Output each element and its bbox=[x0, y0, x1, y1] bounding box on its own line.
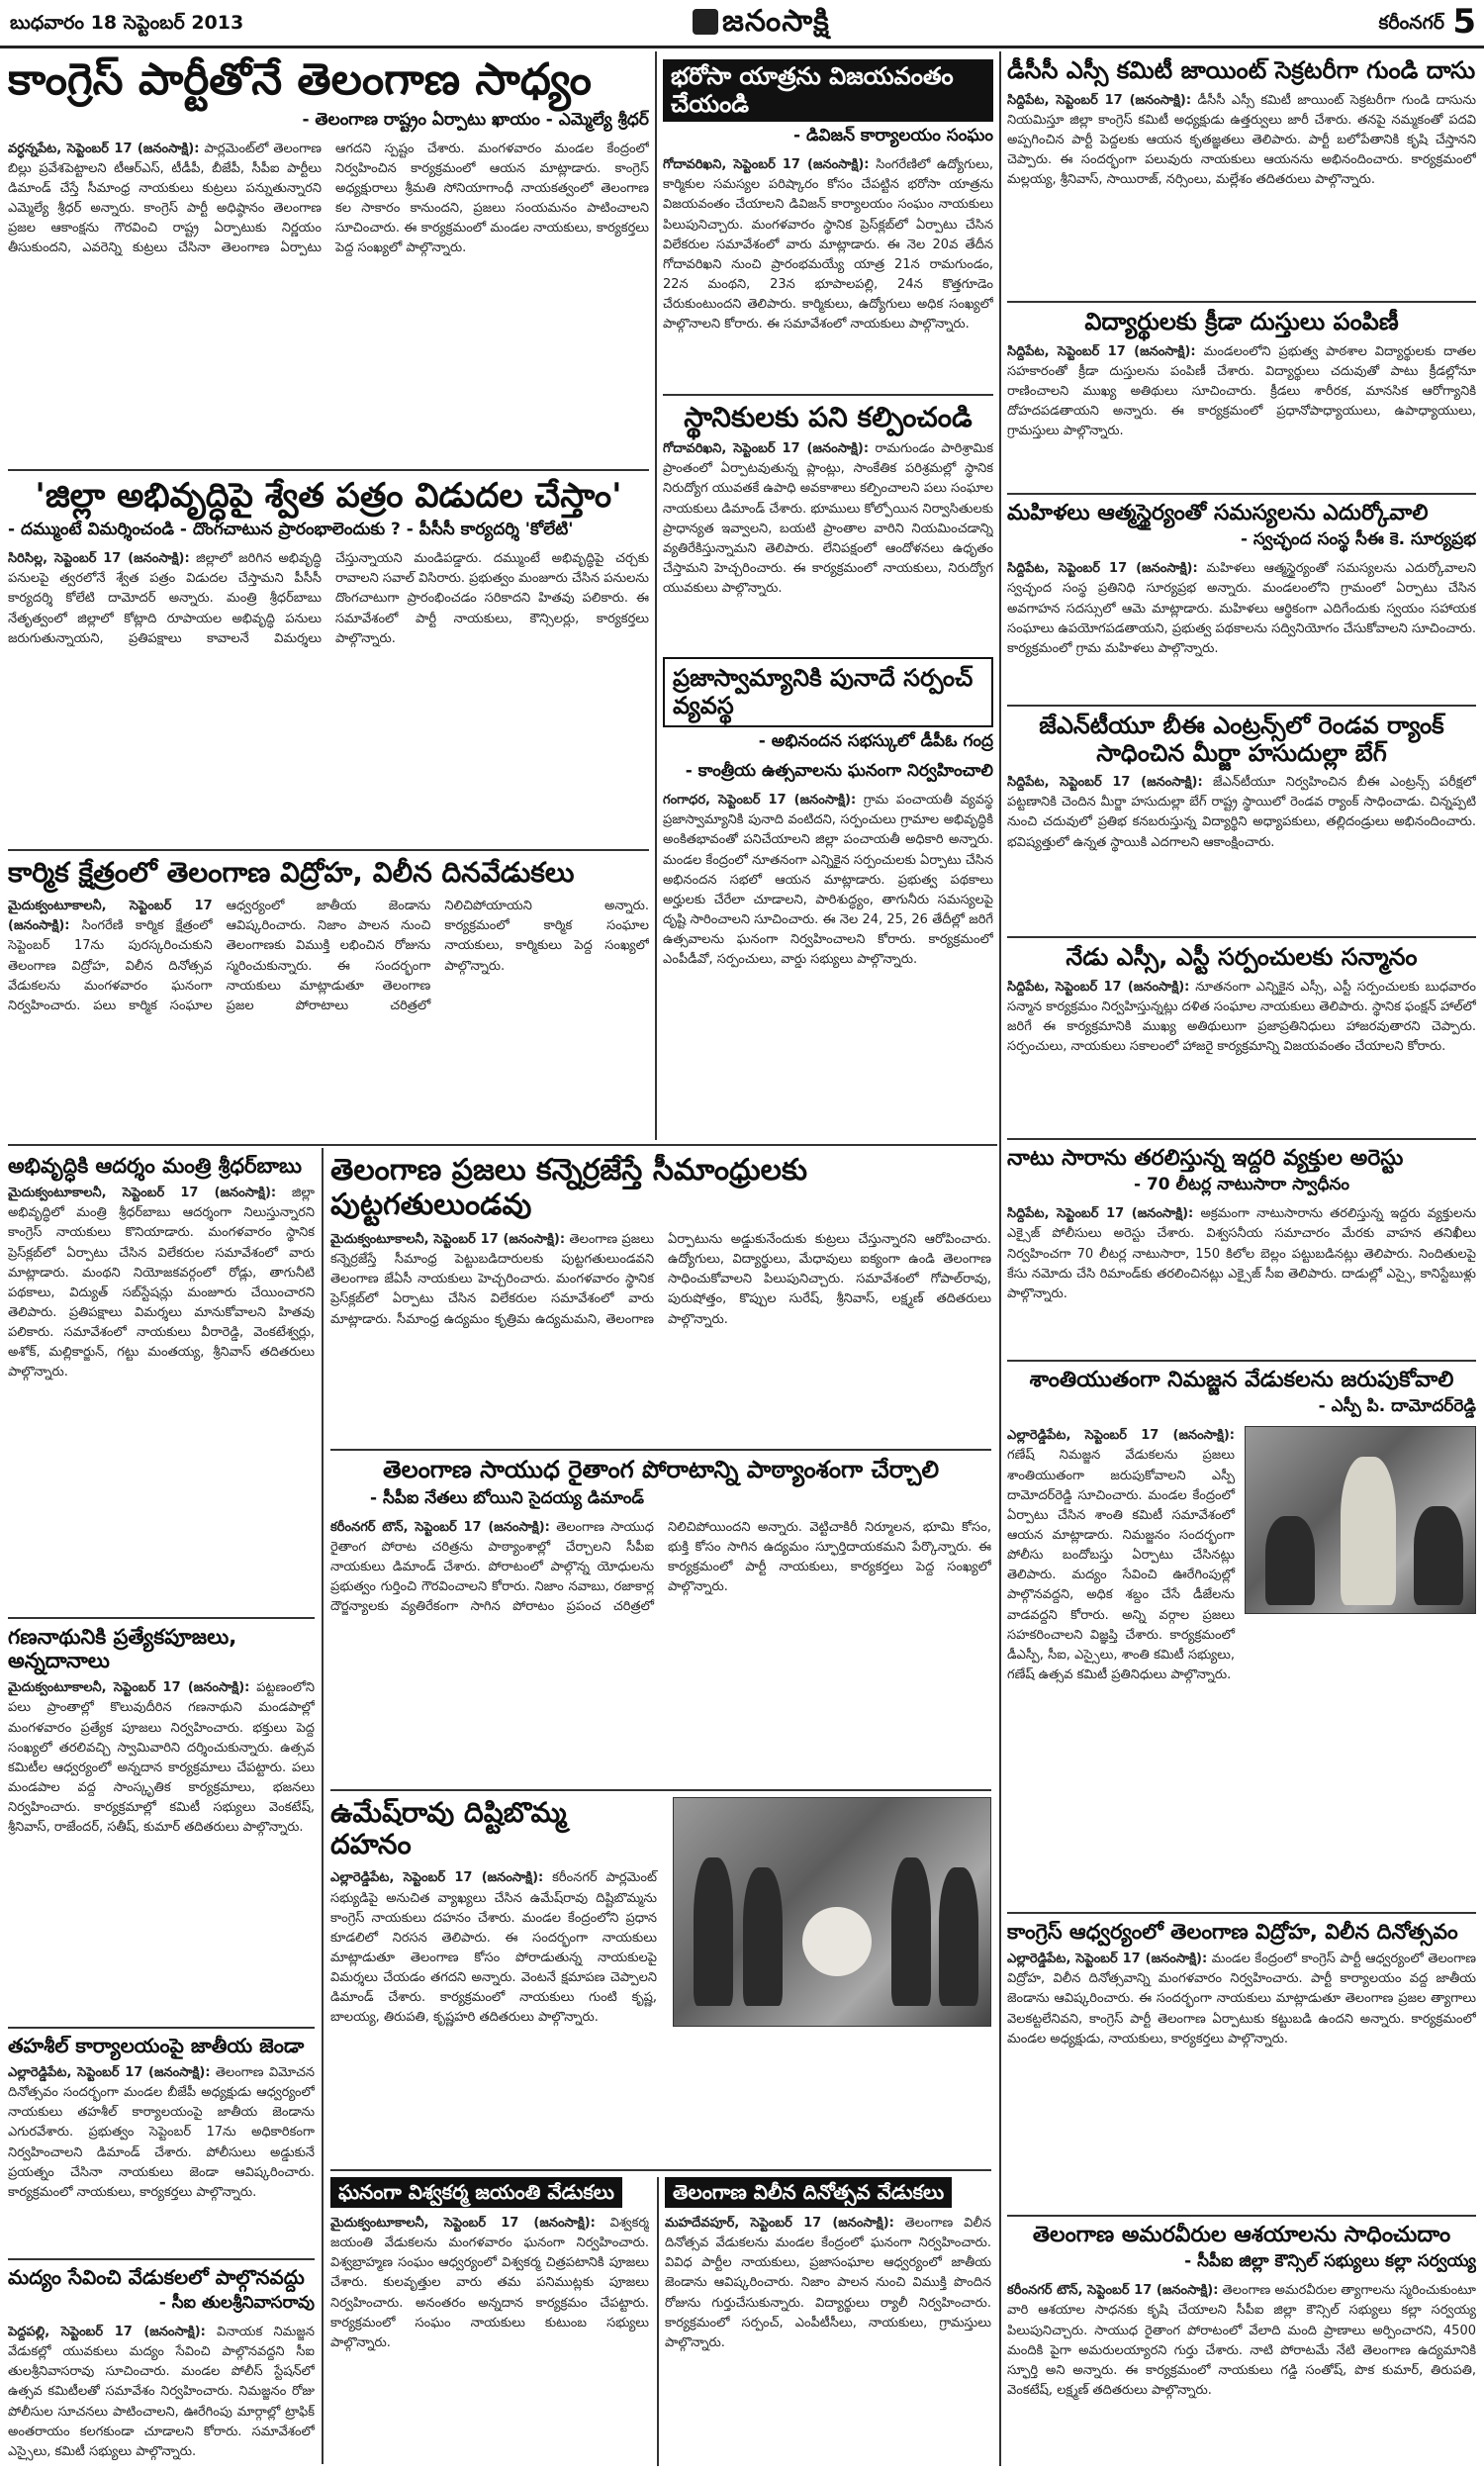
section-rule bbox=[8, 849, 649, 851]
column-rule bbox=[657, 2177, 659, 2466]
article-dateline: గంగాధర, సెప్టెంబర్ 17 (జనంసాక్షి): bbox=[663, 793, 857, 809]
article-headline: మహిళలు ఆత్మస్థైర్యంతో సమస్యలను ఎదుర్కోవాలి bbox=[1007, 501, 1429, 525]
article-dateline: పెద్దపల్లి, సెప్టెంబర్ 17 (జనంసాక్షి): bbox=[8, 2325, 206, 2339]
article-dateline: వర్ధన్నపేట, సెప్టెంబర్ 17 (జనంసాక్షి): bbox=[8, 141, 200, 156]
article-dateline: ఎల్లారెడ్డిపేట, సెప్టెంబర్ 17 (జనంసాక్షి): bbox=[1007, 1428, 1235, 1444]
article-body bbox=[1007, 2281, 1476, 2401]
article-white-paper bbox=[8, 477, 649, 843]
article-headline: ప్రజాస్వామ్యానికి పునాదే సర్పంచ్ వ్యవస్థ bbox=[663, 657, 993, 727]
article-congress-liberation bbox=[1007, 1920, 1476, 2209]
article-headline: మద్యం సేవించి వేడుకలలో పాల్గొనవద్దు bbox=[8, 2266, 305, 2289]
section-rule bbox=[8, 1144, 997, 1146]
article-vishwakarma bbox=[330, 2177, 649, 2466]
article-dateline: సిద్దిపేట, సెప్టెంబర్ 17 (జనంసాక్షి): bbox=[1007, 979, 1190, 995]
article-merger-day bbox=[665, 2177, 991, 2466]
article-dateline: సిద్దిపేట, సెప్టెంబర్ 17 (జనంసాక్షి): bbox=[1007, 561, 1198, 577]
article-text: మండల కేంద్రంలో కాంగ్రెస్ పార్టీ ఆధ్వర్యంలో తెలంగాణ విద్రోహ, విలీన దినోత్సవాన్ని మంగళవారం నిర్వహించారు. పార్టీ కార్యాలయం వద్ద జాతీయ జెండాను ఆవిష్కరించారు. ఈ సందర్భంగా నాయకులు మాట్లాడుతూ తెలంగాణ ప్రజల త్యాగాలు వెలకట్టలేనివని, కాంగ్రెస్ పార్టీ తెలంగాణ ఏర్పాటుకు కట్టుబడి ఉందని అన్నారు. కార్యక్రమంలో మండల అధ్యక్షుడు, నాయకులు, కార్యకర్తలు పాల్గొన్నారు. bbox=[1007, 1951, 1476, 2046]
masthead-logo-icon bbox=[693, 9, 718, 35]
article-minister-development bbox=[8, 1154, 315, 1611]
article-headline: నాటు సారాను తరలిస్తున్న ఇద్దరి వ్యక్తుల అరెస్టు bbox=[1007, 1146, 1404, 1171]
article-headline: తెలంగాణ సాయుధ రైతాంగ పోరాటాన్ని పాఠ్యాంశంగా చేర్చాలి bbox=[382, 1457, 940, 1483]
article-body bbox=[8, 1184, 315, 1382]
column-rule bbox=[999, 51, 1001, 2466]
article-text: అక్రమంగా నాటుసారాను తరలిస్తున్న ఇద్దరు వ్యక్తులను ఎక్సైజ్ పోలీసులు అరెస్టు చేశారు. విశ్వసనీయ సమాచారం మేరకు వాహన తనిఖీలు నిర్వహించగా 70 లీటర్ల నాటుసారా, 150 కిలోల బెల్లం పట్టుబడినట్లు తెలిపారు. నిందితులపై కేసు నమోదు చేసి రిమాండ్‌కు తరలించినట్లు ఎక్సైజ్ సీఐ తెలిపారు. దాడుల్లో ఎస్సై, కానిస్టేబుళ్లు పాల్గొన్నారు. bbox=[1007, 1206, 1476, 1301]
article-text: తెలంగాణ విమోచన దినోత్సవం సందర్భంగా మండల బీజేపీ అధ్యక్షుడు ఆధ్వర్యంలో నాయకులు తహశీల్ కార్యాలయంపై జాతీయ జెండాను ఎగురవేశారు. ప్రభుత్వం సెప్టెంబర్ 17ను అధికారికంగా నిర్వహించాలని డిమాండ్ చేశారు. పోలీసులు అడ్డుకునే ప్రయత్నం చేసినా నాయకులు జెండా ఆవిష్కరించారు. కార్యక్రమంలో నాయకులు, కార్యకర్తలు పాల్గొన్నారు. bbox=[8, 2065, 315, 2200]
article-sarpanch-felicitation bbox=[1007, 944, 1476, 1132]
article-dateline: సిద్దిపేట, సెప్టెంబర్ 17 (జనంసాక్షి): bbox=[1007, 775, 1203, 791]
section-rule bbox=[1007, 1138, 1476, 1140]
article-dateline: ఎల్లారెడ్డిపేట, సెప్టెంబర్ 17 (జనంసాక్షి): bbox=[330, 1870, 544, 1886]
article-headline: విద్యార్థులకు క్రీడా దుస్తులు పంపిణీ bbox=[1084, 309, 1399, 335]
section-rule bbox=[1007, 705, 1476, 707]
article-liberation-day bbox=[8, 857, 649, 1138]
article-dateline: ఎల్లారెడ్డిపేట, సెప్టెంబర్ 17 (జనంసాక్షి): bbox=[1007, 1951, 1208, 1967]
article-body bbox=[8, 1678, 315, 1838]
article-dateline: గోదావరిఖని, సెప్టెంబర్ 17 (జనంసాక్షి): bbox=[663, 157, 870, 173]
article-subheadline: - డివిజన్ కార్యాలయం సంఘం bbox=[793, 126, 993, 146]
article-body bbox=[330, 1230, 991, 1330]
article-body bbox=[663, 439, 993, 599]
article-dateline: మైదుక్వంటూకాలనీ, సెప్టెంబర్ 17 (జనంసాక్షి): bbox=[330, 2216, 596, 2231]
article-tahsil-flag bbox=[8, 2035, 315, 2252]
article-body bbox=[8, 897, 649, 1016]
article-text: పట్టణంలోని పలు ప్రాంతాల్లో కొలువుదీరిన గణనాథుని మండపాల్లో మంగళవారం ప్రత్యేక పూజలు నిర్వహించారు. భక్తులు పెద్ద సంఖ్యలో తరలివచ్చి స్వామివారిని దర్శించుకున్నారు. ఉత్సవ కమిటీల ఆధ్వర్యంలో అన్నదాన కార్యక్రమాలు చేపట్టారు. పలు మండపాల వద్ద సాంస్కృతిక కార్యక్రమాలు, భజనలు నిర్వహించారు. కార్యక్రమాల్లో కమిటీ సభ్యులు వెంకటేష్, శ్రీనివాస్, రాజేందర్, సతీష్, కుమార్ తదితరులు పాల్గొన్నారు. bbox=[8, 1680, 315, 1836]
article-headline: తెలంగాణ విలీన దినోత్సవ వేడుకలు bbox=[665, 2177, 952, 2208]
article-headline: గణనాథునికి ప్రత్యేకపూజలు, అన్నదానాలు bbox=[8, 1625, 237, 1673]
article-dateline: సిద్దిపేట, సెప్టెంబర్ 17 (జనంసాక్షి): bbox=[1007, 1206, 1194, 1222]
article-subheadline: - కాంత్రీయ ఉత్సవాలను ఘనంగా నిర్వహించాలి bbox=[685, 761, 993, 782]
article-text: మండలంలోని ప్రభుత్వ పాఠశాల విద్యార్థులకు దాతల సహకారంతో క్రీడా దుస్తులను పంపిణీ చేశారు. విద్యార్థులు చదువుతో పాటు క్రీడల్లోనూ రాణించాలని ముఖ్య అతిథులు సూచించారు. క్రీడలు శారీరక, మానసిక ఆరోగ్యానికి దోహదపడతాయని అన్నారు. ఈ కార్యక్రమంలో ప్రధానోపాధ్యాయులు, ఉపాధ్యాయులు, గ్రామస్తులు పాల్గొన్నారు. bbox=[1007, 343, 1476, 439]
article-martyrs-ideals bbox=[1007, 2223, 1476, 2466]
section-rule bbox=[1007, 1912, 1476, 1914]
article-headline: నేడు ఎస్సీ, ఎస్టీ సర్పంచులకు సన్మానం bbox=[1066, 944, 1418, 971]
article-subheadline: - సీపీఐ జిల్లా కౌన్సిల్ సభ్యులు కల్లా సర్వయ్య bbox=[1184, 2251, 1476, 2272]
article-text: జిల్లాలో జరిగిన అభివృద్ధి పనులపై త్వరలోనే శ్వేత పత్రం విడుదల చేస్తామని పీసీసీ కార్యదర్శి కోలేటి దామోదర్ అన్నారు. మంత్రి శ్రీధర్‌బాబు నేతృత్వంలో జిల్లాలో కోట్లాది రూపాయల అభివృద్ధి పనులు జరుగుతున్నాయని, ప్రతిపక్షాలు కావాలనే విమర్శలు చేస్తున్నాయని మండిపడ్డారు. దమ్ముంటే అభివృద్ధిపై చర్చకు రావాలని సవాల్ విసిరారు. ప్రభుత్వం మంజూరు చేసిన పనులను దొంగచాటుగా ప్రారంభించడం సరికాదని హితవు పలికారు. ఈ సమావేశంలో పార్టీ నాయకులు, కౌన్సిలర్లు, కార్యకర్తలు పాల్గొన్నారు. bbox=[8, 551, 649, 646]
article-text: తెలంగాణ అమరవీరుల త్యాగాలను స్మరించుకుంటూ వారి ఆశయాల సాధనకు కృషి చేయాలని సీపీఐ జిల్లా కౌన్సిల్ సభ్యులు కల్లా సర్వయ్య పిలుపునిచ్చారు. సాయుధ రైతాంగ పోరాటంలో వేలాది మంది ప్రాణాలు అర్పించారని, 4500 మందికి పైగా అమరులయ్యారని గుర్తు చేశారు. నాటి పోరాటమే నేటి తెలంగాణ ఉద్యమానికి స్ఫూర్తి అని అన్నారు. ఈ కార్యక్రమంలో నాయకులు గడ్డి సంతోష్, పొక కుమార్, తిరుపతి, వెంకటేష్, లక్ష్మణ్ తదితరులు పాల్గొన్నారు. bbox=[1007, 2283, 1476, 2398]
article-body bbox=[8, 549, 649, 649]
masthead bbox=[693, 4, 830, 46]
article-headline: అభివృద్ధికి ఆదర్శం మంత్రి శ్రీధర్‌బాబు bbox=[8, 1154, 303, 1178]
article-liquor-arrest bbox=[1007, 1146, 1476, 1354]
protester-figure bbox=[939, 1867, 978, 2006]
article-text: రామగుండం పారిశ్రామిక ప్రాంతంలో ఏర్పాటవుతున్న ప్లాంట్లు, సాంకేతిక పరిశ్రమల్లో స్థానిక నిరుద్యోగ యువతకే ఉపాధి అవకాశాలు కల్పించాలని పలు సంఘాల నాయకులు డిమాండ్ చేశారు. భూములు కోల్పోయిన నిర్వాసితులకు ప్రాధాన్యత ఇవ్వాలని, బయటి ప్రాంతాల వారిని నియమించడాన్ని వ్యతిరేకిస్తున్నామని తెలిపారు. లేనిపక్షంలో ఆందోళనలు ఉధృతం చేస్తామని హెచ్చరించారు. ఈ కార్యక్రమంలో నాయకులు, నిరుద్యోగ యువకులు పాల్గొన్నారు. bbox=[663, 441, 993, 597]
section-rule bbox=[1007, 936, 1476, 938]
article-text: సింగరేణి కార్మిక క్షేత్రంలో సెప్టెంబర్ 17ను పురస్కరించుకుని తెలంగాణ విద్రోహ, విలీన దినోత్సవ వేడుకలను మంగళవారం ఘనంగా నిర్వహించారు. పలు కార్మిక సంఘాల ఆధ్వర్యంలో జాతీయ జెండాను ఆవిష్కరించారు. నిజాం పాలన నుంచి తెలంగాణకు విముక్తి లభించిన రోజును స్మరించుకున్నారు. ఈ సందర్భంగా నాయకులు మాట్లాడుతూ తెలంగాణ ప్రజల పోరాటాలు చరిత్రలో నిలిచిపోయాయని అన్నారు. కార్యక్రమంలో కార్మిక సంఘాల నాయకులు, కార్మికులు పెద్ద సంఖ్యలో పాల్గొన్నారు. bbox=[8, 899, 649, 1013]
article-subheadline: - సీపీఐ నేతలు బోయిని సైదయ్య డిమాండ్ bbox=[370, 1487, 644, 1508]
article-body bbox=[1007, 91, 1476, 191]
article-headline: స్థానికులకు పని కల్పించండి bbox=[684, 402, 973, 433]
sp-meeting-photo bbox=[1245, 1426, 1476, 1614]
article-headline: జేఎన్‌టీయూ బీఈ ఎంట్రన్స్‌లో రెండవ ర్యాంక్ సాధించిన మీర్జా హసుదుల్లా బేగ్ bbox=[1039, 713, 1444, 767]
article-text: జిల్లా అభివృద్ధిలో మంత్రి శ్రీధర్‌బాబు ఆదర్శంగా నిలుస్తున్నారని కాంగ్రెస్ నాయకులు కొనియాడారు. మంగళవారం స్థానిక ప్రెస్‌క్లబ్‌లో ఏర్పాటు చేసిన విలేకరుల సమావేశంలో వారు మాట్లాడారు. మంథని నియోజకవర్గంలో రోడ్లు, తాగునీటి పథకాలు, విద్యుత్ సబ్‌స్టేషన్లు మంజూరు చేయించారని తెలిపారు. ప్రతిపక్షాలు విమర్శలు మానుకోవాలని హితవు పలికారు. సమావేశంలో నాయకులు వీరారెడ్డి, వెంకటేశ్వర్లు, అశోక్, మల్లికార్జున్, గట్టు మంతయ్య, శ్రీనివాస్ తదితరులు పాల్గొన్నారు. bbox=[8, 1186, 315, 1380]
article-headline: తహశీల్ కార్యాలయంపై జాతీయ జెండా bbox=[8, 2035, 305, 2057]
article-dateline: మైదుక్వంటూకాలనీ, సెప్టెంబర్ 17 (జనంసాక్షి): bbox=[8, 899, 213, 934]
article-text: విశ్వకర్మ జయంతి వేడుకలను మంగళవారం ఘనంగా నిర్వహించారు. విశ్వబ్రాహ్మణ సంఘం ఆధ్వర్యంలో విశ్వకర్మ చిత్రపటానికి పూజలు చేశారు. కులవృత్తుల వారు తమ పనిముట్లకు పూజలు నిర్వహించారు. అనంతరం అన్నదాన కార్యక్రమం చేపట్టారు. కార్యక్రమంలో సంఘం నాయకులు కుటుంబ సభ్యులు పాల్గొన్నారు. bbox=[330, 2216, 649, 2350]
article-headline: డీసీసీ ఎస్సీ కమిటీ జాయింట్ సెక్రటరీగా గుండి దాసు bbox=[1007, 57, 1476, 84]
article-body bbox=[8, 2323, 315, 2462]
section-rule bbox=[1007, 1360, 1476, 1362]
article-subheadline: - స్వచ్ఛంద సంస్థ సీఈ కె. సూర్యప్రభ bbox=[1240, 529, 1476, 550]
article-headline: శాంతియుతంగా నిమజ్జన వేడుకలను జరుపుకోవాలి bbox=[1029, 1368, 1454, 1392]
article-subheadline: - 70 లీటర్ల నాటుసారా స్వాధీనం bbox=[1133, 1175, 1350, 1195]
article-text: కరీంనగర్ పార్లమెంట్ సభ్యుడిపై అనుచిత వ్యాఖ్యలు చేసిన ఉమేష్‌రావు దిష్టిబొమ్మను కాంగ్రెస్ నాయకులు దహనం చేశారు. మండల కేంద్రంలోని ప్రధాన కూడలిలో నిరసన తెలిపారు. ఈ సందర్భంగా నాయకులు మాట్లాడుతూ తెలంగాణ కోసం పోరాడుతున్న నాయకులపై విమర్శలు చేయడం తగదని అన్నారు. వెంటనే క్షమాపణ చెప్పాలని డిమాండ్ చేశారు. కార్యక్రమంలో నాయకులు గుంటి కృష్ణ, బాలయ్య, తిరుపతి, కృష్ణహరి తదితరులు పాల్గొన్నారు. bbox=[330, 1870, 657, 2026]
article-jntu-rank bbox=[1007, 713, 1476, 930]
article-subheadline: - సీఐ తులశ్రీనివాసరావు bbox=[158, 2293, 315, 2313]
article-text: నూతనంగా ఎన్నికైన ఎస్సీ, ఎస్టీ సర్పంచులకు బుధవారం సన్మాన కార్యక్రమం నిర్వహిస్తున్నట్లు దళిత సంఘాల నాయకులు తెలిపారు. స్థానిక ఫంక్షన్ హాల్‌లో జరిగే ఈ కార్యక్రమానికి ముఖ్య అతిథులుగా ప్రజాప్రతినిధులు హాజరవుతారని చెప్పారు. సర్పంచులు, నాయకులు సకాలంలో హాజరై కార్యక్రమాన్ని విజయవంతం చేయాలని కోరారు. bbox=[1007, 979, 1476, 1055]
column-rule bbox=[655, 51, 657, 1140]
article-subheadline: - అభినందన సభస్కులో డీపీఓ గంద్ర bbox=[758, 731, 993, 752]
article-text: తెలంగాణ ప్రజలు కన్నెర్రజేస్తే సీమాంధ్ర పెట్టుబడిదారులకు పుట్టగతులుండవని తెలంగాణ జేఏసీ నాయకులు హెచ్చరించారు. మంగళవారం స్థానిక ప్రెస్‌క్లబ్‌లో ఏర్పాటు చేసిన విలేకరుల సమావేశంలో వారు మాట్లాడారు. సీమాంధ్ర ఉద్యమం కృత్రిమ ఉద్యమమని, తెలంగాణ ఏర్పాటును అడ్డుకునేందుకు కుట్రలు చేస్తున్నారని ఆరోపించారు. ఉద్యోగులు, విద్యార్థులు, మేధావులు ఐక్యంగా ఉండి తెలంగాణ సాధించుకోవాలని పిలుపునిచ్చారు. సమావేశంలో గోపాల్‌రావు, పురుషోత్తం, కొప్పుల సురేష్, శ్రీనివాస్, లక్ష్మణ్ తదితరులు పాల్గొన్నారు. bbox=[330, 1232, 991, 1327]
article-body bbox=[8, 2063, 315, 2203]
section-rule bbox=[8, 2027, 315, 2029]
protester-figure bbox=[891, 1857, 931, 2006]
article-dateline: కరీంనగర్ టౌన్, సెప్టెంబర్ 17 (జనంసాక్షి): bbox=[1007, 2283, 1219, 2299]
article-body bbox=[663, 791, 993, 970]
article-text: తెలంగాణ విలీన దినోత్సవ వేడుకలను మండల కేంద్రంలో ఘనంగా నిర్వహించారు. వివిధ పార్టీల నాయకులు, ప్రజాసంఘాల ఆధ్వర్యంలో జాతీయ జెండాను ఆవిష్కరించారు. నిజాం పాలన నుంచి విముక్తి పొందిన రోజును గుర్తుచేసుకున్నారు. విద్యార్థులు ర్యాలీ నిర్వహించారు. కార్యక్రమంలో సర్పంచ్, ఎంపీటీసీలు, నాయకులు, గ్రామస్తులు పాల్గొన్నారు. bbox=[665, 2216, 991, 2350]
article-sarpanch-system bbox=[663, 657, 993, 1138]
smoke-shape bbox=[802, 1907, 872, 1976]
article-dateline: మైదుక్వంటూకాలనీ, సెప్టెంబర్ 17 (జనంసాక్షి): bbox=[330, 1232, 566, 1247]
article-text: జేఎన్‌టీయూ నిర్వహించిన బీఈ ఎంట్రన్స్ పరీక్షలో పట్టణానికి చెందిన మీర్జా హసుదుల్లా బేగ్ రాష్ట్ర స్థాయిలో రెండవ ర్యాంక్ సాధించాడు. చిన్నప్పటి నుంచి చదువులో ప్రతిభ కనబరుస్తున్న విద్యార్థిని అధ్యాపకులు, తల్లిదండ్రులు అభినందించారు. భవిష్యత్తులో ఉన్నత స్థాయికి ఎదగాలని ఆకాంక్షించారు. bbox=[1007, 775, 1476, 850]
article-body bbox=[1007, 773, 1476, 853]
issue-date: బుధవారం 18 సెప్టెంబర్ 2013 bbox=[10, 12, 244, 34]
masthead-title: జనంసాక్షి bbox=[722, 4, 830, 39]
article-dateline: ఎల్లారెడ్డిపేట, సెప్టెంబర్ 17 (జనంసాక్షి): bbox=[8, 2065, 211, 2080]
photo-frame bbox=[1245, 1426, 1476, 1614]
page-header bbox=[0, 0, 1484, 48]
article-dateline: మైదుక్వంటూకాలనీ, సెప్టెంబర్ 17 (జనంసాక్షి): bbox=[8, 1680, 250, 1696]
section-rule bbox=[1007, 301, 1476, 303]
section-rule bbox=[8, 469, 649, 471]
article-text: గ్రామ పంచాయతీ వ్యవస్థ ప్రజాస్వామ్యానికి పునాది వంటిదని, సర్పంచులు గ్రామాల అభివృద్ధికి అంకితభావంతో పనిచేయాలని జిల్లా పంచాయతీ అధికారి అన్నారు. మండల కేంద్రంలో నూతనంగా ఎన్నికైన సర్పంచులకు ఏర్పాటు చేసిన అభినందన సభలో ఆయన మాట్లాడారు. ప్రభుత్వ పథకాలు అర్హులకు చేరేలా చూడాలని, పారిశుద్ధ్యం, తాగునీరు సమస్యలపై దృష్టి సారించాలని సూచించారు. ఈ నెల 24, 25, 26 తేదీల్లో జరిగే ఉత్సవాలను ఘనంగా నిర్వహించాలని కోరారు. కార్యక్రమంలో ఎంపీడీవో, సర్పంచులు, వార్డు సభ్యులు పాల్గొన్నారు. bbox=[663, 793, 993, 968]
article-bharosa-yatra bbox=[663, 59, 993, 388]
article-body bbox=[1007, 342, 1476, 442]
section-rule bbox=[330, 1789, 991, 1791]
article-text: మహిళలు ఆత్మస్థైర్యంతో సమస్యలను ఎదుర్కోవాలని స్వచ్ఛంద సంస్థ ప్రతినిధి సూర్యప్రభ అన్నారు. మండలంలోని గ్రామంలో ఏర్పాటు చేసిన అవగాహన సదస్సులో ఆమె మాట్లాడారు. మహిళలు ఆర్థికంగా ఎదిగేందుకు స్వయం సహాయక సంఘాలు ఉపయోగపడతాయని, ప్రభుత్వ పథకాలను సద్వినియోగం చేసుకోవాలని సూచించారు. కార్యక్రమంలో గ్రామ మహిళలు పాల్గొన్నారు. bbox=[1007, 561, 1476, 656]
article-dateline: మైదుక్వంటూకాలనీ, సెప్టెంబర్ 17 (జనంసాక్షి): bbox=[8, 1186, 277, 1201]
protester-figure bbox=[743, 1867, 783, 2006]
article-dateline: సిరిసిల్ల, సెప్టెంబర్ 17 (జనంసాక్షి): bbox=[8, 551, 190, 567]
article-headline: 'జిల్లా అభివృద్ధిపై శ్వేత పత్రం విడుదల చేస్తాం' bbox=[35, 477, 622, 516]
section-rule bbox=[330, 1449, 991, 1451]
article-headline: కాంగ్రెస్ ఆధ్వర్యంలో తెలంగాణ విద్రోహ, విలీన దినోత్సవం bbox=[1007, 1920, 1458, 1944]
article-dateline: గోదావరిఖని, సెప్టెంబర్ 17 (జనంసాక్షి): bbox=[663, 441, 870, 457]
article-effigy-burning bbox=[330, 1797, 991, 2163]
article-subheadline: - తెలంగాణ రాష్ట్రం ఏర్పాటు ఖాయం - ఎమ్మెల్యే శ్రీధర్ bbox=[302, 109, 649, 130]
article-headline: భరోసా యాత్రను విజయవంతం చేయండి bbox=[663, 59, 993, 122]
article-armed-struggle-syllabus bbox=[330, 1457, 991, 1783]
article-dcc-appointment bbox=[1007, 57, 1476, 295]
article-body bbox=[8, 140, 649, 259]
article-text: వినాయక నిమజ్జన వేడుకల్లో యువకులు మద్యం సేవించి పాల్గొనవద్దని సీఐ తులశ్రీనివాసరావు సూచించారు. మండల పోలీస్ స్టేషన్‌లో ఉత్సవ కమిటీలతో సమావేశం నిర్వహించారు. నిమజ్జనం రోజు పోలీసుల సూచనలు పాటించాలని, ఊరేగింపు మార్గాల్లో ట్రాఫిక్ అంతరాయం కలగకుండా చూడాలని కోరారు. సమావేశంలో ఎస్సైలు, కమిటీ సభ్యులు పాల్గొన్నారు. bbox=[8, 2325, 315, 2459]
section-rule bbox=[1007, 493, 1476, 495]
region-label: కరీంనగర్ bbox=[1378, 12, 1444, 34]
article-dateline: కరీంనగర్ టౌన్, సెప్టెంబర్ 17 (జనంసాక్షి): bbox=[330, 1519, 550, 1535]
article-headline: ఘనంగా విశ్వకర్మ జయంతి వేడుకలు bbox=[330, 2177, 622, 2208]
column-rule bbox=[322, 1148, 324, 2464]
article-headline: తెలంగాణ ప్రజలు కన్నెర్రజేస్తే సీమాంధ్రులకు పుట్టగతులుండవు bbox=[330, 1154, 807, 1222]
article-no-alcohol bbox=[8, 2266, 315, 2466]
article-headline: కార్మిక క్షేత్రంలో తెలంగాణ విద్రోహ, విలీన దినవేడుకలు bbox=[8, 857, 575, 889]
section-rule bbox=[663, 394, 993, 396]
article-text: గణేష్ నిమజ్జన వేడుకలను ప్రజలు శాంతియుతంగా జరుపుకోవాలని ఎస్పీ దామోదర్‌రెడ్డి సూచించారు. మండల కేంద్రంలో ఏర్పాటు చేసిన శాంతి కమిటీ సమావేశంలో ఆయన మాట్లాడారు. నిమజ్జనం సందర్భంగా పోలీసు బందోబస్తు ఏర్పాటు చేసినట్లు తెలిపారు. మద్యం సేవించి ఊరేగింపుల్లో పాల్గొనవద్దని, అధిక శబ్దం చేసే డీజేలను వాడవద్దని కోరారు. అన్ని వర్గాల ప్రజలు సహకరించాలని విజ్ఞప్తి చేశారు. కార్యక్రమంలో డీఎస్పీ, సీఐ, ఎస్సైలు, శాంతి కమిటీ సభ్యులు, గణేష్ ఉత్సవ కమిటీ ప్రతినిధులు పాల్గొన్నారు. bbox=[1007, 1448, 1235, 1682]
article-body bbox=[330, 1868, 657, 2028]
section-rule bbox=[330, 2169, 991, 2171]
article-body bbox=[665, 2214, 991, 2353]
article-telangana-warning bbox=[330, 1154, 991, 1443]
article-women-confidence bbox=[1007, 501, 1476, 699]
article-lead bbox=[8, 55, 649, 463]
article-local-jobs bbox=[663, 402, 993, 649]
article-body bbox=[1007, 1426, 1235, 1685]
attendee-figure bbox=[1414, 1506, 1463, 1605]
article-text: పార్లమెంట్‌లో తెలంగాణ బిల్లు ప్రవేశపెట్టాలని టీఆర్ఎస్, టీడీపీ, బీజేపీ, సీపీఐ పార్టీలు డిమాండ్ చేస్తే సీమాంధ్ర నాయకులు కుట్రలు పన్నుతున్నారని ఎమ్మెల్యే శ్రీధర్ అన్నారు. కాంగ్రెస్ పార్టీ అధిష్ఠానం తెలంగాణ ప్రజల ఆకాంక్షను గౌరవించి రాష్ట్ర ఏర్పాటుకు నిర్ణయం తీసుకుందని, ఎవరెన్ని కుట్రలు చేసినా తెలంగాణ ఏర్పాటు ఆగదని స్పష్టం చేశారు. మంగళవారం మండల కేంద్రంలో నిర్వహించిన కార్యక్రమంలో ఆయన మాట్లాడారు. కాంగ్రెస్ అధ్యక్షురాలు శ్రీమతి సోనియాగాంధీ నాయకత్వంలో తెలంగాణ కల సాకారం కానుందని, ప్రజలు సంయమనం పాటించాలని సూచించారు. ఈ కార్యక్రమంలో మండల నాయకులు, కార్యకర్తలు పెద్ద సంఖ్యలో పాల్గొన్నారు. bbox=[8, 141, 649, 256]
article-text: డీసీసీ ఎస్సీ కమిటీ జాయింట్ సెక్రటరీగా గుండి దాసును నియమిస్తూ జిల్లా కాంగ్రెస్ కమిటీ అధ్యక్షుడు ఉత్తర్వులు జారీ చేశారు. తనపై నమ్మకంతో పదవి అప్పగించిన పార్టీ పెద్దలకు ఆయన కృతజ్ఞతలు తెలిపారు. పార్టీ బలోపేతానికి కృషి చేస్తానని చెప్పారు. ఈ సందర్భంగా పలువురు నాయకులు ఆయనను అభినందించారు. కార్యక్రమంలో మల్లయ్య, శ్రీనివాస్, సాయిరాజ్, నర్సింలు, మల్లేశం తదితరులు పాల్గొన్నారు. bbox=[1007, 92, 1476, 188]
page-number: 5 bbox=[1452, 2, 1476, 42]
article-headline: కాంగ్రెస్ పార్టీతోనే తెలంగాణ సాధ్యం bbox=[8, 55, 592, 105]
article-subheadline: - ఎస్పీ పి. దామోదర్‌రెడ్డి bbox=[1318, 1396, 1476, 1417]
officer-figure bbox=[1341, 1457, 1396, 1605]
article-dateline: మహదేవపూర్, సెప్టెంబర్ 17 (జనంసాక్షి): bbox=[665, 2216, 894, 2231]
article-body bbox=[663, 155, 993, 334]
effigy-protest-photo bbox=[673, 1797, 991, 2027]
article-sports-kits bbox=[1007, 309, 1476, 487]
article-dateline: సిద్దిపేట, సెప్టెంబర్ 17 (జనంసాక్షి): bbox=[1007, 343, 1196, 359]
article-ganesh-pujas bbox=[8, 1625, 315, 2021]
article-body bbox=[1007, 978, 1476, 1058]
article-headline: ఉమేష్‌రావు దిష్టిబొమ్మ దహనం bbox=[330, 1797, 567, 1861]
article-body bbox=[1007, 559, 1476, 659]
attendee-figure bbox=[1265, 1516, 1315, 1605]
article-body bbox=[1007, 1204, 1476, 1304]
article-text: తెలంగాణ సాయుధ రైతాంగ పోరాట చరిత్రను పాఠ్యాంశాల్లో చేర్చాలని సీపీఐ నాయకులు డిమాండ్ చేశారు. పోరాటంలో పాల్గొన్న యోధులను ప్రభుత్వం గుర్తించి గౌరవించాలని కోరారు. నిజాం నవాబు, రజాకార్ల దౌర్జన్యాలకు వ్యతిరేకంగా సాగిన పోరాటం ప్రపంచ చరిత్రలో నిలిచిపోయిందని అన్నారు. వెట్టిచాకిరీ నిర్మూలన, భూమి కోసం, భుక్తి కోసం సాగిన ఉద్యమం స్ఫూర్తిదాయకమని పేర్కొన్నారు. ఈ కార్యక్రమంలో పార్టీ నాయకులు, కార్యకర్తలు పెద్ద సంఖ్యలో పాల్గొన్నారు. bbox=[330, 1519, 991, 1615]
article-subheadline: - దమ్ముంటే విమర్శించండి - దొంగచాటున ప్రారంభాలెందుకు ? - పీసీసీ కార్యదర్శి 'కోలేటి' bbox=[8, 520, 574, 540]
article-body bbox=[330, 2214, 649, 2353]
article-body bbox=[1007, 1950, 1476, 2049]
section-rule bbox=[8, 2258, 315, 2260]
article-text: సింగరేణిలో ఉద్యోగులు, కార్మికుల సమస్యల పరిష్కారం కోసం చేపట్టిన భరోసా యాత్రను విజయవంతం చేయాలని డివిజన్ కార్యాలయం సంఘం నాయకులు పిలుపునిచ్చారు. మంగళవారం స్థానిక ప్రెస్‌క్లబ్‌లో ఏర్పాటు చేసిన విలేకరుల సమావేశంలో వారు మాట్లాడారు. ఈ నెల 20వ తేదీన గోదావరిఖని నుంచి ప్రారంభమయ్యే యాత్ర 21న రామగుండం, 22న మంథని, 23న భూపాలపల్లి, 24న కొత్తగూడెం చేరుకుంటుందని తెలిపారు. కార్మికులు, ఉద్యోగులు అధిక సంఖ్యలో పాల్గొనాలని కోరారు. ఈ సమావేశంలో నాయకులు పాల్గొన్నారు. bbox=[663, 157, 993, 333]
article-dateline: సిద్దిపేట, సెప్టెంబర్ 17 (జనంసాక్షి): bbox=[1007, 92, 1192, 108]
protester-figure bbox=[694, 1857, 733, 2006]
section-rule bbox=[1007, 2215, 1476, 2217]
article-body bbox=[330, 1518, 991, 1618]
article-headline: తెలంగాణ అమరవీరుల ఆశయాలను సాధించుదాం bbox=[1032, 2223, 1451, 2247]
section-rule bbox=[8, 1617, 315, 1619]
article-immersion-peace bbox=[1007, 1368, 1476, 1906]
